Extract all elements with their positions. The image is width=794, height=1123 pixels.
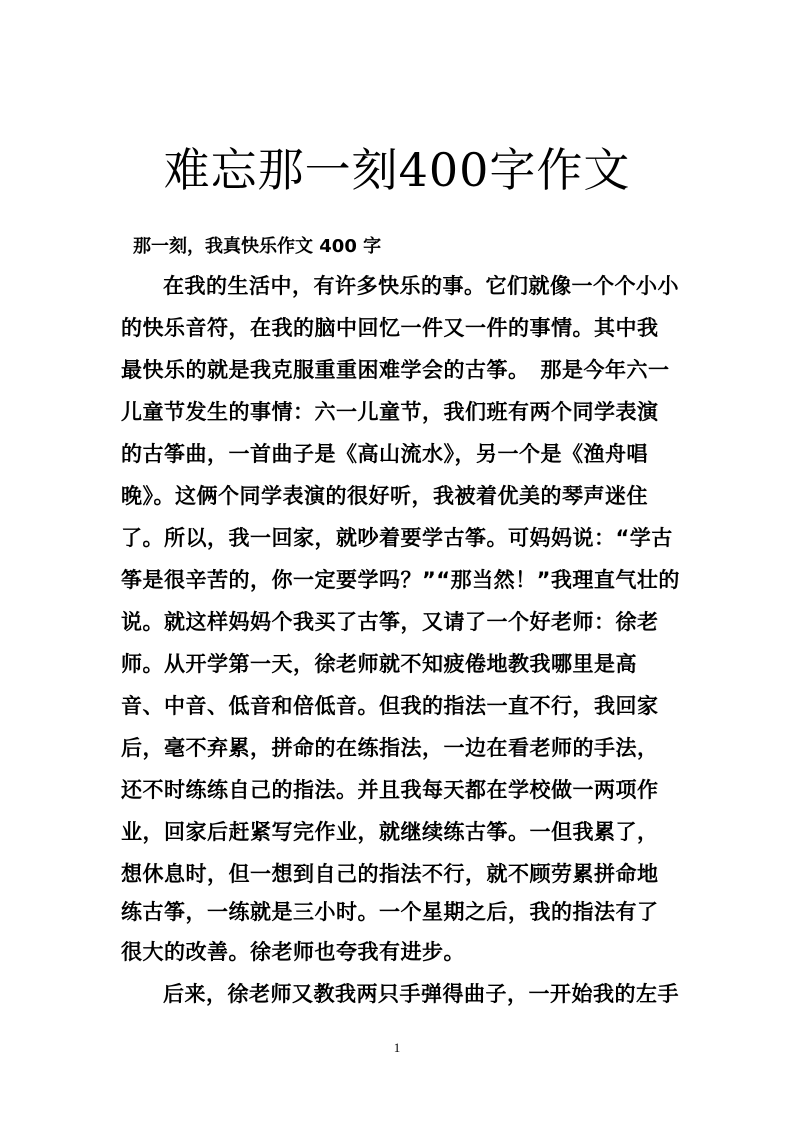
paragraph-line: 的古筝曲，一首曲子是《高山流水》，另一个是《渔舟唱: [121, 442, 648, 466]
paragraph-line: 最快乐的就是我克服重重困难学会的古筝。 那是今年六一: [121, 358, 670, 382]
document-title: 难忘那一刻400字作文: [163, 143, 631, 197]
paragraph-line: 很大的改善。徐老师也夸我有进步。: [121, 940, 465, 964]
paragraph-line: 的快乐音符，在我的脑中回忆一件又一件的事情。其中我: [121, 316, 659, 340]
paragraph-line: 还不时练练自己的指法。并且我每天都在学校做一两项作: [121, 778, 659, 802]
paragraph-line: 后，毫不弃累，拼命的在练指法，一边在看老师的手法，: [121, 736, 659, 760]
paragraph-line: 想休息时，但一想到自己的指法不行，就不顾劳累拼命地: [121, 862, 659, 886]
paragraph-line: 儿童节发生的事情：六一儿童节，我们班有两个同学表演: [121, 400, 659, 424]
paragraph-line: 说。就这样妈妈个我买了古筝，又请了一个好老师：徐老: [121, 610, 659, 634]
paragraph-line: 晚》。这俩个同学表演的很好听，我被着优美的琴声迷住: [121, 484, 648, 508]
page-number: 1: [393, 1040, 401, 1055]
paragraph-line: 筝是很辛苦的，你一定要学吗？”“那当然！”我理直气壮的: [121, 568, 680, 592]
paragraph-line: 后来，徐老师又教我两只手弹得曲子，一开始我的左手: [163, 982, 679, 1006]
paragraph-line: 业，回家后赶紧写完作业，就继续练古筝。一但我累了，: [121, 820, 659, 844]
paragraph-line: 音、中音、低音和倍低音。但我的指法一直不行，我回家: [121, 694, 659, 718]
paragraph-line: 练古筝，一练就是三小时。一个星期之后，我的指法有了: [121, 900, 659, 924]
paragraph-line: 在我的生活中，有许多快乐的事。它们就像一个个小小: [163, 274, 679, 298]
document-subtitle: 那一刻，我真快乐作文 400 字: [133, 236, 382, 257]
paragraph-line: 师。从开学第一天，徐老师就不知疲倦地教我哪里是高: [121, 652, 637, 676]
paragraph-line: 了。所以，我一回家，就吵着要学古筝。可妈妈说：“学古: [121, 526, 673, 550]
